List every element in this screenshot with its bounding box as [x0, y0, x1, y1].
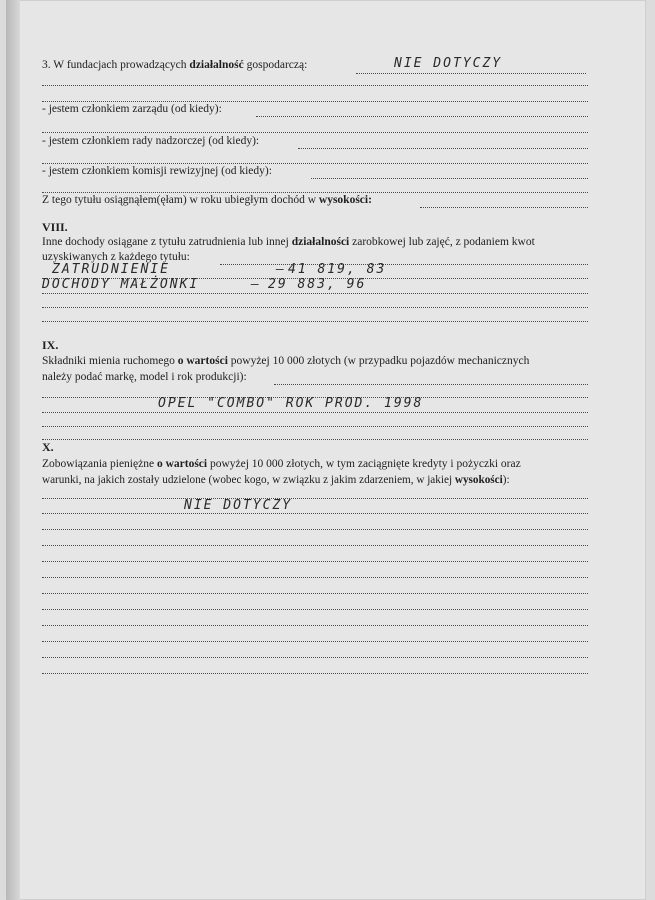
entry-2-amount: 29 883, 96 [268, 277, 367, 292]
s8-bold: działalności [291, 236, 350, 248]
entry-1-amount: 41 819, 83 [288, 262, 387, 277]
dochod-text: Z tego tytułu osiągnąłem(ęłam) w roku ubiegłym dochód w [42, 194, 319, 206]
s8-text-a: Inne dochody osiągane z tytułu zatrudnienia lub innej [42, 236, 292, 248]
s10-text-b: powyżej 10 000 złotych, w tym zaciągnięte kredyty i pożyczki oraz [207, 458, 521, 470]
document-page [6, 0, 646, 900]
section-x-heading: X. [42, 440, 54, 454]
fill-line [42, 84, 588, 86]
entry-2-label: DOCHODY MAŁŻONKI [42, 277, 200, 292]
page-edge-shadow [6, 0, 20, 900]
fill-line [42, 497, 588, 499]
fundacje-question [42, 58, 307, 72]
section-viii-line2: uzyskiwanych z każdego tytułu: [42, 251, 190, 263]
fill-line [42, 544, 588, 546]
dochod-bold: wysokości: [318, 194, 372, 206]
section-ix-line2: należy podać markę, model i rok produkcji): [42, 371, 247, 383]
fundacje-bold: działalność [189, 59, 244, 71]
fill-line [42, 640, 588, 642]
fill-line [311, 177, 588, 179]
entry-1-dash: – [276, 262, 286, 277]
vehicle-answer: OPEL "COMBO" ROK PROD. 1998 [158, 396, 424, 411]
komisja-label: - jestem członkiem komisji rewizyjnej (od kiedy): [42, 165, 272, 177]
fill-line [42, 528, 588, 530]
fill-line [42, 560, 588, 562]
fundacje-text: 3. W fundacjach prowadzących [42, 59, 190, 71]
entry-1-label: ZATRUDNIENIE [52, 262, 170, 277]
s9-text-b: powyżej 10 000 złotych (w przypadku pojazdów mechanicznych [227, 355, 530, 367]
fill-line [42, 624, 588, 626]
section-x-line1 [42, 457, 521, 471]
s10-bold: o wartości [156, 458, 208, 470]
fill-line [42, 306, 588, 308]
fill-line [42, 131, 588, 133]
s10-text-a: Zobowiązania pieniężne [42, 458, 157, 470]
section-viii-line1 [42, 235, 535, 249]
fill-line [42, 576, 588, 578]
fill-line [42, 425, 588, 427]
rada-label: - jestem członkiem rady nadzorczej (od kiedy): [42, 135, 260, 147]
s9-bold: o wartości [177, 355, 228, 367]
s10-l2-bold: wysokości [454, 474, 503, 486]
dochod-label [42, 193, 372, 207]
fill-line [42, 438, 588, 440]
section-ix-heading: IX. [42, 338, 59, 352]
fill-line [42, 656, 588, 658]
entry-2-dash: – [251, 277, 261, 292]
liabilities-answer: NIE DOTYCZY [184, 498, 293, 513]
fill-line [274, 383, 588, 385]
fill-line [42, 592, 588, 594]
fill-line [42, 411, 588, 413]
fill-line [42, 608, 588, 610]
fill-line [298, 147, 588, 149]
fill-line [356, 72, 586, 74]
fill-line [42, 320, 588, 322]
fill-line [420, 206, 588, 208]
zarzad-label: - jestem członkiem zarządu (od kiedy): [42, 103, 222, 115]
fill-line [256, 115, 588, 117]
section-viii-heading: VIII. [42, 220, 68, 234]
s10-l2-a: warunki, na jakich zostały udzielone (wobec kogo, w związku z jakim zdarzeniem, w jakiej [42, 474, 455, 486]
s9-text-a: Składniki mienia ruchomego [42, 355, 178, 367]
fill-line [42, 292, 588, 294]
section-ix-line1 [42, 354, 529, 368]
fill-line [42, 672, 588, 674]
section-x-line2 [42, 473, 510, 487]
s8-text-b: zarobkowej lub zajęć, z podaniem kwot [349, 236, 535, 248]
s10-l2-b: ): [502, 474, 510, 486]
fill-line [42, 512, 588, 514]
fundacje-answer: NIE DOTYCZY [394, 56, 503, 71]
fundacje-suffix: gospodarczą: [243, 59, 308, 71]
